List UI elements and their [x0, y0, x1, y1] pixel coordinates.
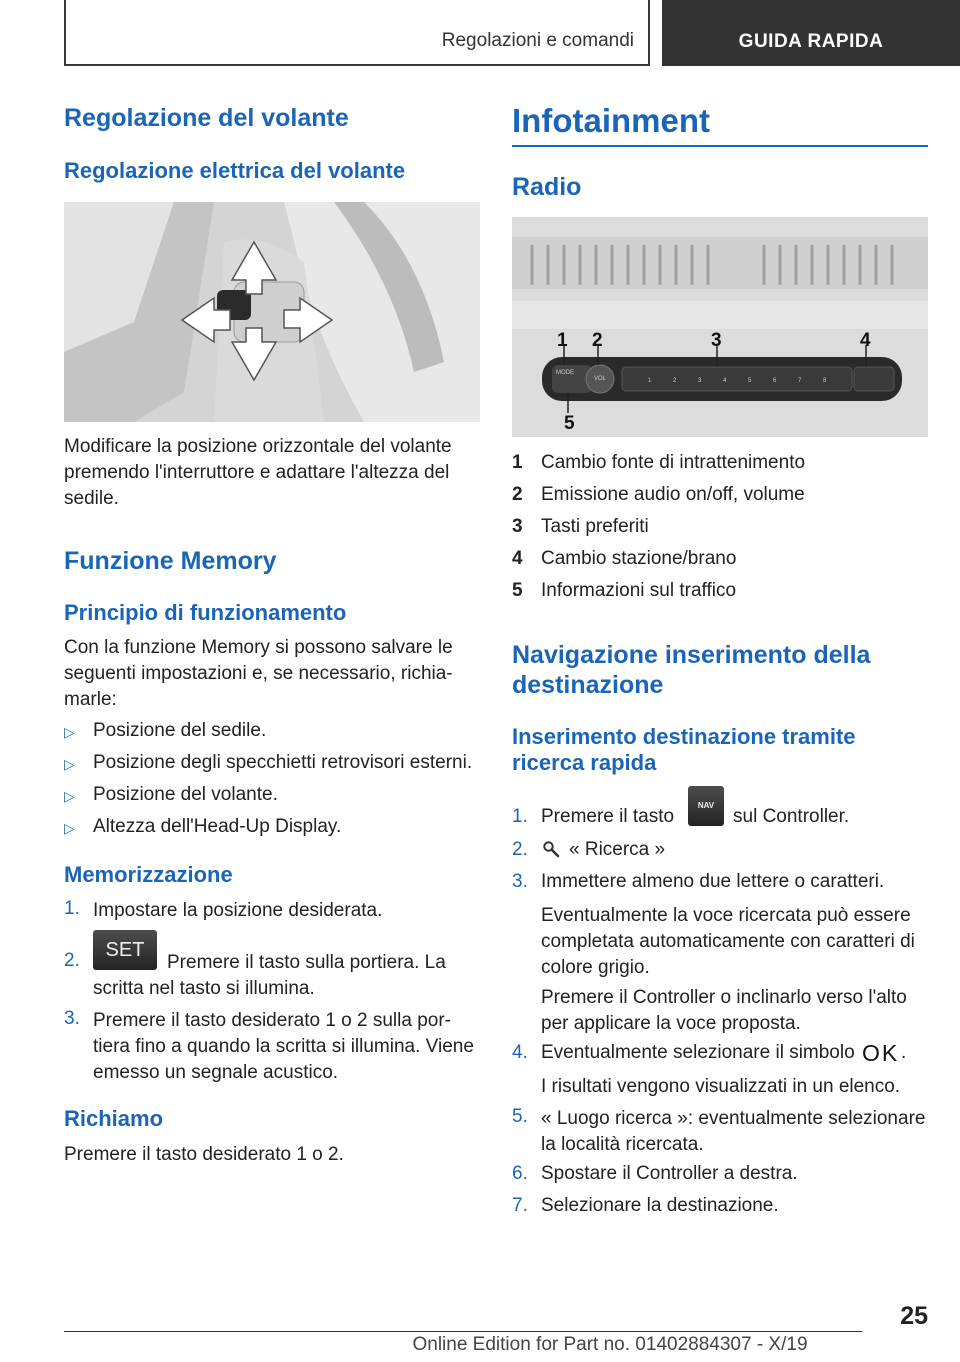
step-text: Eventualmente selezionare il simbolo: [541, 1042, 855, 1063]
legend-number: 3: [512, 516, 523, 537]
header-section-title: Regolazioni e comandi: [441, 30, 634, 51]
heading-rule: [512, 145, 928, 147]
step-number: 3.: [512, 871, 528, 892]
preset-7: 7: [798, 378, 802, 384]
nav-step-1: [512, 801, 928, 840]
search-icon: [542, 840, 560, 864]
preset-6: 6: [773, 378, 777, 384]
preset-8: 8: [823, 378, 827, 384]
preset-2: 2: [673, 378, 677, 384]
callout-3: 3: [711, 330, 722, 351]
step-number: 1.: [512, 806, 528, 827]
step-text: Premere il tasto sulla portiera. La scritta nel tasto si illumina.: [93, 952, 446, 999]
steering-description: Modificare la posizione orizzontale del volante premendo l'interruttore e adattare l'altezza del sedile.: [64, 436, 452, 509]
footer-rule: [64, 1331, 862, 1332]
heading-radio: Radio: [512, 173, 582, 201]
steering-column-illustration: [64, 202, 480, 422]
step-text: « Luogo ricerca »: eventualmente selezionare la località ricercata.: [541, 1108, 926, 1155]
step-text: sul Controller.: [733, 806, 850, 827]
bullet-text: Altezza dell'Head-Up Display.: [93, 816, 342, 837]
ok-symbol-icon: OK: [862, 1040, 900, 1066]
header-frame: [64, 0, 650, 66]
step-text: Selezionare la destinazione.: [541, 1195, 779, 1216]
subheading-electric-steering: Regolazione elettrica del volante: [64, 158, 406, 183]
preset-3: 3: [698, 378, 702, 384]
step-text: Premere il tasto: [541, 806, 675, 827]
nav-step-4: [512, 1042, 928, 1070]
heading-memory: Funzione Memory: [64, 547, 277, 575]
callout-5: 5: [564, 413, 575, 434]
header-tab: GUIDA RAPIDA: [662, 0, 960, 66]
nav-button-icon: NAV: [688, 786, 724, 826]
triangle-bullet-icon: ▷: [64, 788, 75, 804]
step-number: 2.: [64, 950, 80, 971]
step-number: 2.: [512, 839, 528, 860]
nav-step-2: [512, 839, 928, 867]
step-text: Spostare il Controller a destra.: [541, 1163, 798, 1184]
subheading-recall: Richiamo: [64, 1106, 164, 1131]
step-text: Impostare la posizione desiderata.: [93, 900, 383, 921]
heading-navigation: Navigazione inserimento della destinazione: [512, 641, 871, 699]
radio-panel-image: [512, 217, 928, 437]
preset-1: 1: [648, 378, 652, 384]
callout-2: 2: [592, 330, 603, 351]
triangle-bullet-icon: ▷: [64, 724, 75, 740]
callout-4: 4: [860, 330, 871, 351]
preset-4: 4: [723, 378, 727, 384]
step-number: 6.: [512, 1163, 528, 1184]
legend-number: 1: [512, 452, 523, 473]
legend-text: Informazioni sul traffico: [541, 580, 737, 601]
page-number: 25: [900, 1302, 928, 1330]
step-number: 7.: [512, 1195, 528, 1216]
legend-text: Tasti preferiti: [541, 516, 649, 537]
step-text: Premere il tasto desiderato 1 o 2 sulla por-tiera fino a quando la scritta si illumina. Viene emesso un segnale acustico.: [93, 1010, 474, 1083]
heading-infotainment: Infotainment: [512, 102, 710, 139]
step-paragraph: Eventualmente la voce ricercata può essere completata automaticamente con caratteri di colore grigio.: [541, 905, 915, 978]
recall-description: Premere il tasto desiderato 1 o 2.: [64, 1144, 344, 1165]
preset-5: 5: [748, 378, 752, 384]
mode-key-label: MODE: [556, 370, 574, 376]
triangle-bullet-icon: ▷: [64, 820, 75, 836]
step-paragraph: Premere il Controller o inclinarlo verso l'alto per applicare la voce proposta.: [541, 987, 907, 1034]
legend-number: 2: [512, 484, 523, 505]
bullet-text: Posizione del volante.: [93, 784, 278, 805]
legend-text: Emissione audio on/off, volume: [541, 484, 805, 505]
step-number: 1.: [64, 898, 80, 919]
subheading-storage: Memorizzazione: [64, 862, 233, 887]
bullet-text: Posizione del sedile.: [93, 720, 267, 741]
memory-description: Con la funzione Memory si possono salvare le seguenti impostazioni e, se necessario, richia-marle:: [64, 637, 453, 710]
vol-key-label: VOL: [594, 376, 607, 382]
heading-steering-adjust: Regolazione del volante: [64, 104, 349, 132]
triangle-bullet-icon: ▷: [64, 756, 75, 772]
bullet-text: Posizione degli specchietti retrovisori esterni.: [93, 752, 473, 773]
subheading-quick-search: Inserimento destinazione tramite ricerca rapida: [512, 724, 856, 776]
step-text: Immettere almeno due lettere o caratteri.: [541, 871, 885, 892]
step-text: .: [901, 1042, 907, 1063]
legend-number: 4: [512, 548, 523, 569]
set-button-icon: SET: [93, 930, 157, 970]
subheading-principle: Principio di funzionamento: [64, 600, 347, 625]
step-number: 3.: [64, 1008, 80, 1029]
step-paragraph: I risultati vengono visualizzati in un elenco.: [541, 1076, 901, 1097]
legend-text: Cambio stazione/brano: [541, 548, 737, 569]
footer-edition: Online Edition for Part no. 01402884307 - X/19: [412, 1334, 808, 1355]
step-number: 5.: [512, 1106, 528, 1127]
step-text: « Ricerca »: [569, 839, 666, 860]
legend-number: 5: [512, 580, 523, 601]
legend-text: Cambio fonte di intrattenimento: [541, 452, 806, 473]
callout-1: 1: [557, 330, 568, 351]
step-number: 4.: [512, 1042, 528, 1063]
steering-adjust-image: [64, 202, 480, 422]
radio-panel-illustration: [512, 217, 928, 437]
